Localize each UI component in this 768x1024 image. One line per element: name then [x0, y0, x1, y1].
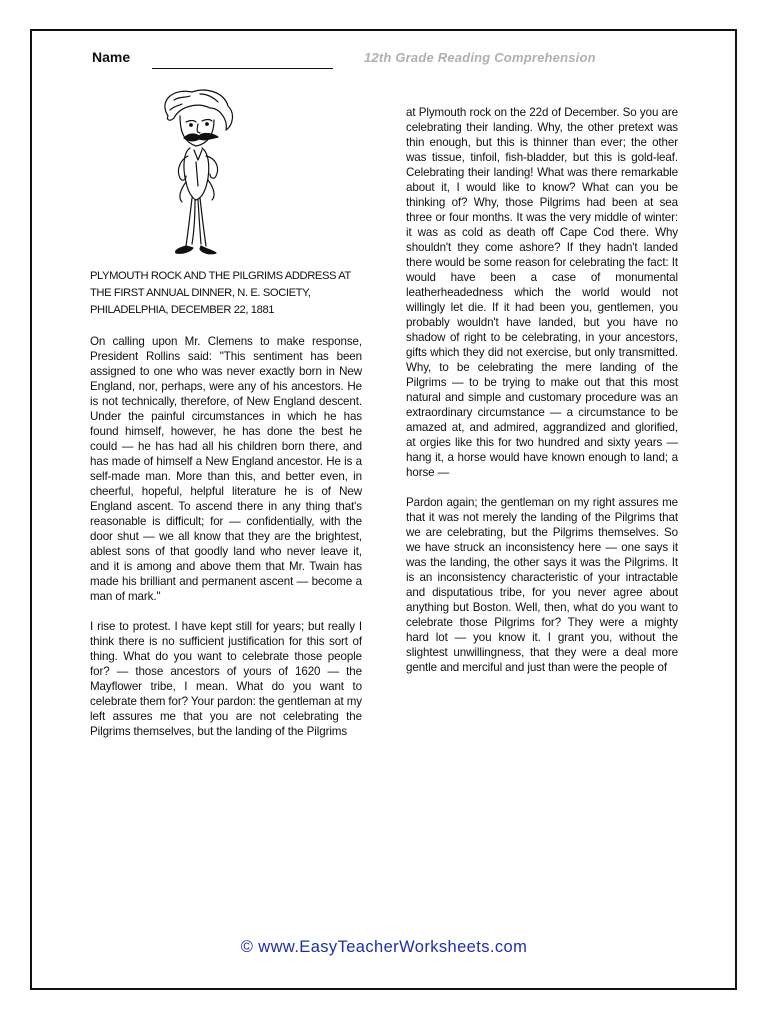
- mark-twain-caricature-icon: [140, 86, 250, 258]
- article-paragraph: at Plymouth rock on the 22d of December. So you are celebrating their landing. Why, the other pretext was thin enough, but this is thinner than ever; the other was tissue, tinfoil, fish-bladder, but this is gold-leaf. Celebrating their landing! What was there remarkable about it, I would like to know? What can you be thinking of? Why, those Pilgrims had been at sea three or four months. It was the very middle of winter: it was as cold as death off Cape Cod there. Why shouldn't they come ashore? If they hadn't landed there would be some reason for celebrating the fact: It would have been a case of monumental leatherheadedness which the world would not willingly let die. If it had been you, gentlemen, you probably wouldn't have landed, but you have no shadow of right to be celebrating, in your ancestors, gifts which they did not exercise, but only transmitted. Why, to be celebrating the mere landing of the Pilgrims — to be trying to make out that this most natural and simple and customary procedure was an extraordinary circumstance — a circumstance to be amazed at, and admired, aggrandized and glorified, at orgies like this for two hundred and sixty years — hang it, a horse would have known enough to land; a horse —: [406, 106, 678, 479]
- article-paragraph: I rise to protest. I have kept still for years; but really I think there is no sufficient justification for this sort of thing. What do you want to celebrate those people for? — those ancestors of yours of 1620 — the Mayflower tribe, I mean. What do you want to celebrate them for? Your pardon: the gentleman at my left assures me that you are not celebrating the Pilgrims themselves, but the landing of the Pilgrims: [90, 620, 362, 738]
- article-paragraph: On calling upon Mr. Clemens to make response, President Rollins said: "This sentiment has been assigned to one who was never exactly born in New England, nor, perhaps, were any of his ancestors. He is not technically, therefore, of New England descent. Under the painful circumstances in which he has found himself, however, he has done the best he could — he has had all his children born there, and has made of himself a New England ancestor. He is a self-made man. More than this, and better even, in cheerful, hopeful, helpful literature he is of New England ascent. To ascend there in any thing that's reasonable is difficult; for — confidentially, with the door shut — we all know that they are the brightest, ablest sons of that goodly land who never leave it, and it is among and above them that Mr. Twain has made his brilliant and permanent ascent — become a man of mark.": [90, 335, 362, 603]
- article-column-right: [406, 105, 678, 690]
- article-paragraph: Pardon again; the gentleman on my right assures me that it was not merely the landing of the Pilgrims that we are celebrating, but the Pilgrims themselves. So we have struck an inconsistency here — one says it was the landing, the other says it was the Pilgrims. It is an inconsistency characteristic of your intractable and disputatious tribe, for you never agree about anything but Boston. Well, then, what do you want to celebrate those Pilgrims for? They were a mighty hard lot — you know it. I grant you, without the slightest unwillingness, that they were a deal more gentle and merciful and just than were the people of: [406, 496, 678, 674]
- article-column-left: [90, 268, 362, 754]
- name-input-line[interactable]: [152, 68, 333, 69]
- worksheet-subject-title: 12th Grade Reading Comprehension: [364, 50, 596, 65]
- website-footer-link[interactable]: © www.EasyTeacherWorksheets.com: [240, 938, 528, 956]
- article-heading: PLYMOUTH ROCK AND THE PILGRIMS ADDRESS AT THE FIRST ANNUAL DINNER, N. E. SOCIETY, PHILADELPHIA, DECEMBER 22, 1881: [90, 270, 351, 316]
- name-label: Name: [92, 49, 131, 65]
